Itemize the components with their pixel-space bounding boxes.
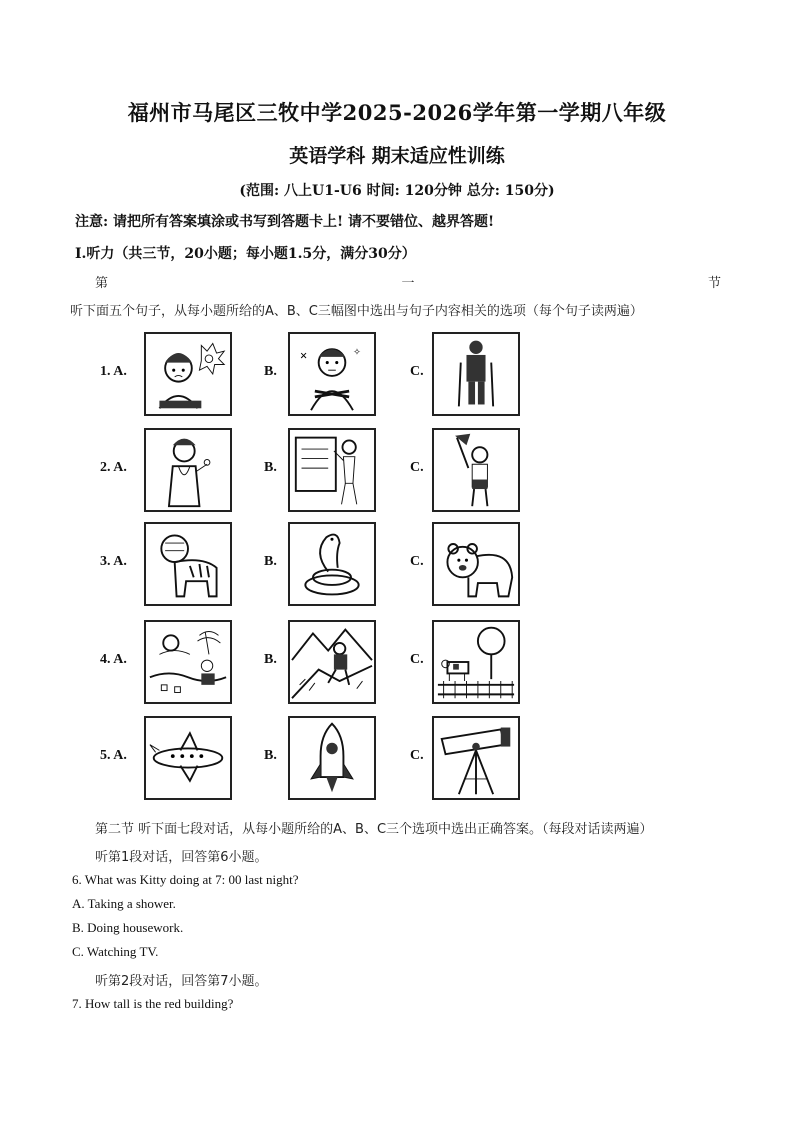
part1-char: 一 (401, 276, 415, 291)
girl-with-toothache-icon (144, 332, 232, 416)
q6-option-b: B. Doing housework. (72, 920, 184, 935)
svg-text:✕: ✕ (299, 350, 308, 362)
part1-char: 节 (707, 276, 721, 291)
exam-subtitle: 英语学科 期末适应性训练 (289, 145, 505, 167)
boy-crossing-arms-icon (288, 332, 376, 416)
part1-char: 第 (95, 276, 109, 291)
picture-row-1 (100, 332, 530, 418)
dialog-1-prompt: 听第1段对话，回答第6小题。 (95, 850, 268, 865)
exam-title: 福州市马尾区三牧中学2025-2026学年第一学期八年级 (127, 100, 667, 125)
airplane-icon (144, 716, 232, 800)
option-label: B. (264, 652, 277, 667)
exam-scope: (范围: 八上U1-U6 时间: 120分钟 总分: 150分) (239, 183, 555, 199)
exam-notice: 注意: 请把所有答案填涂或书写到答题卡上! 请不要错位、越界答题! (75, 214, 495, 230)
question-6: 6. What was Kitty doing at 7: 00 last night? (72, 872, 299, 887)
part2-instruction: 第二节 听下面七段对话，从每小题所给的A、B、C三个选项中选出正确答案。（每段对话读两遍） (95, 822, 653, 837)
farm-cow-icon (432, 620, 520, 704)
option-label: B. (264, 364, 277, 379)
picture-row-3 (100, 522, 530, 608)
rocket-icon (288, 716, 376, 800)
tiger-icon (144, 522, 232, 606)
option-label: B. (264, 554, 277, 569)
option-label: B. (264, 460, 277, 475)
option-label: 3. A. (100, 554, 127, 569)
option-label: C. (410, 460, 424, 475)
q6-option-a: A. Taking a shower. (72, 896, 176, 911)
picture-row-2 (100, 428, 530, 514)
beach-scene-icon (144, 620, 232, 704)
part1-heading (95, 272, 721, 291)
option-label: C. (410, 364, 424, 379)
option-label: 1. A. (100, 364, 127, 379)
dialog-2-prompt: 听第2段对话，回答第7小题。 (95, 974, 268, 989)
picture-row-4 (100, 620, 530, 706)
listening-section-title: Ⅰ.听力（共三节，20小题；每小题1.5分，满分30分） (75, 246, 416, 262)
bear-icon (432, 522, 520, 606)
teacher-at-blackboard-icon (288, 428, 376, 512)
option-label: C. (410, 748, 424, 763)
option-label: C. (410, 652, 424, 667)
picture-row-5 (100, 716, 530, 802)
option-label: 5. A. (100, 748, 127, 763)
question-7: 7. How tall is the red building? (72, 996, 234, 1011)
doctor-with-stethoscope-icon (144, 428, 232, 512)
option-label: 4. A. (100, 652, 127, 667)
option-label: 2. A. (100, 460, 127, 475)
snake-icon (288, 522, 376, 606)
telescope-icon (432, 716, 520, 800)
svg-text:✧: ✧ (352, 346, 361, 358)
option-label: B. (264, 748, 277, 763)
tour-guide-with-flag-icon (432, 428, 520, 512)
q6-option-c: C. Watching TV. (72, 944, 159, 959)
soldier-on-crutches-icon (432, 332, 520, 416)
option-label: C. (410, 554, 424, 569)
mountain-hiker-icon (288, 620, 376, 704)
part1-instruction: 听下面五个句子，从每小题所给的A、B、C三幅图中选出与句子内容相关的选项（每个句子读两遍） (70, 304, 643, 319)
